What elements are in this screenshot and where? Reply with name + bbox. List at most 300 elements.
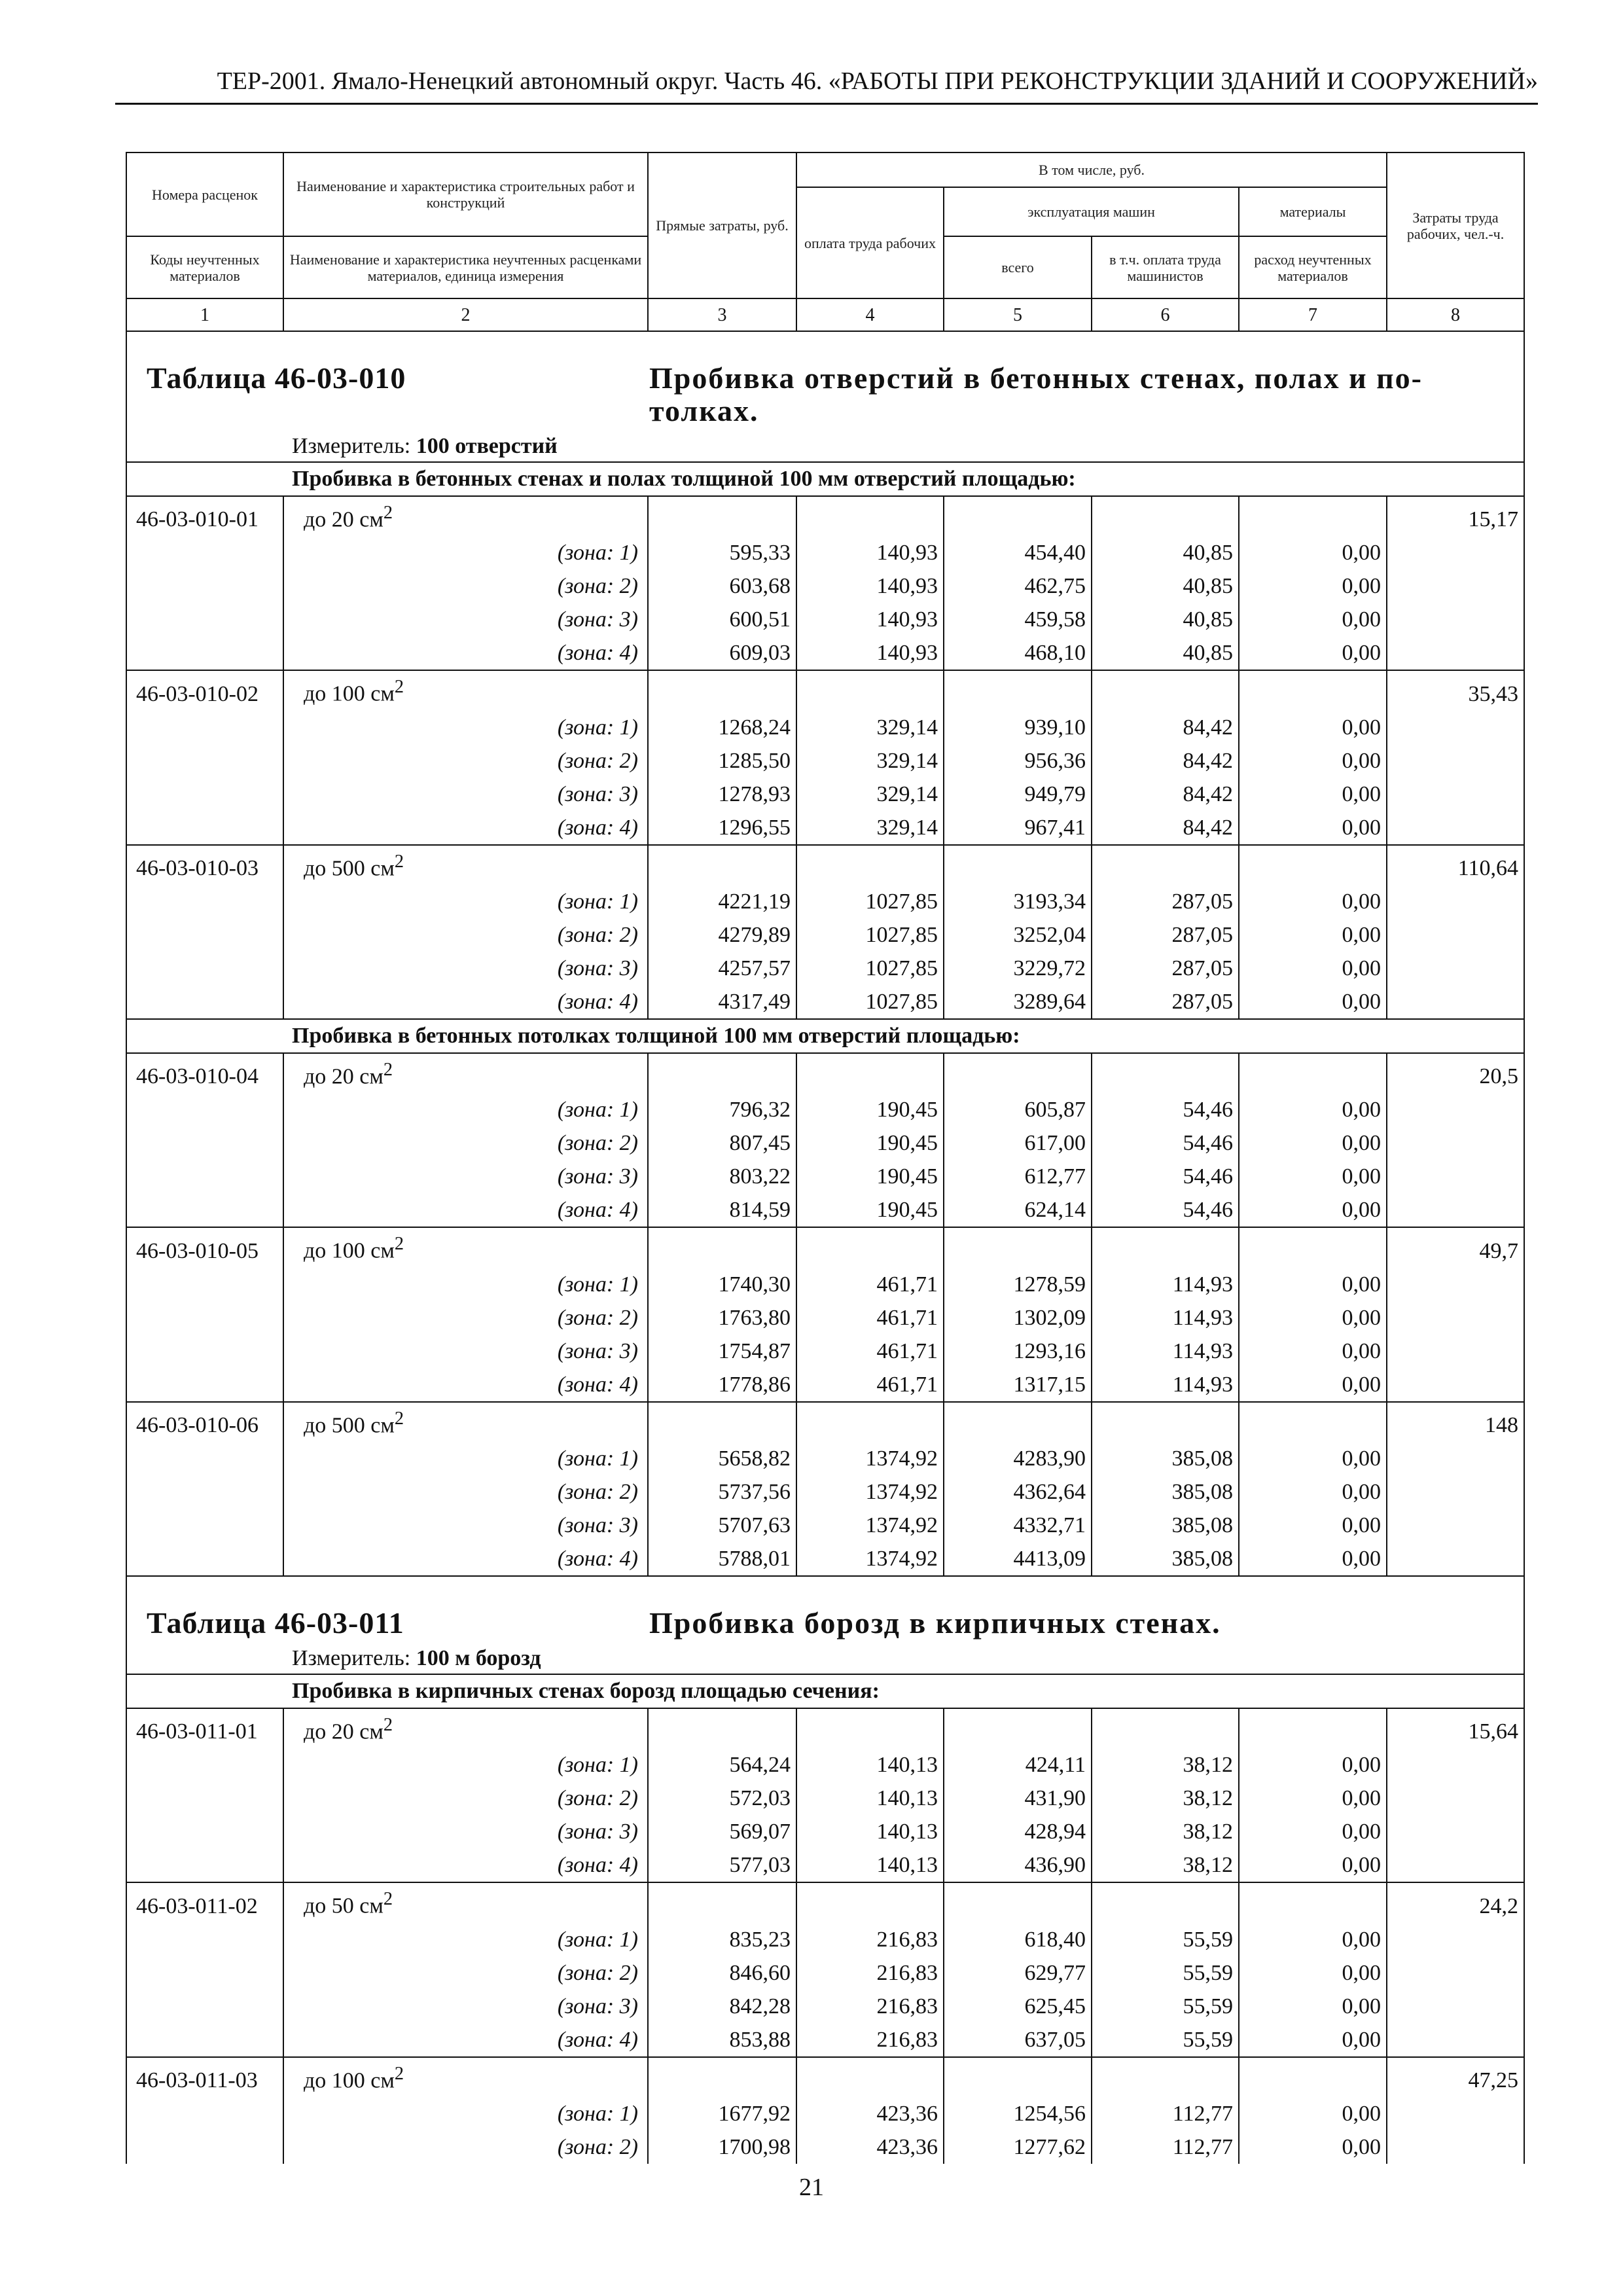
worker-wages: 140,93 [796,636,944,670]
materials-cost: 0,00 [1239,918,1387,952]
section-subtitle-row [126,1674,1524,1708]
meter-value: 100 отверстий [416,434,558,458]
zone-label: (зона: 4) [283,2023,648,2057]
zone-row [126,1542,1524,1576]
table-meter-cell [126,1640,1524,1674]
driver-wages: 287,05 [1092,885,1239,918]
driver-wages: 112,77 [1092,2097,1239,2130]
rate-row [126,1402,1524,1442]
empty-cell [1387,569,1524,603]
empty-cell [126,985,283,1019]
rate-code: 46-03-011-03 [126,2057,283,2097]
rate-name-text: до 100 см [304,681,395,706]
driver-wages: 287,05 [1092,918,1239,952]
worker-wages: 329,14 [796,711,944,744]
zone-label: (зона: 3) [283,603,648,636]
materials-cost: 0,00 [1239,1509,1387,1542]
meter-label: Измеритель: [292,1645,411,1670]
empty-cell [1092,670,1239,710]
zone-row [126,811,1524,845]
direct-costs: 4279,89 [648,918,796,952]
empty-cell [1387,1542,1524,1576]
direct-costs: 1268,24 [648,711,796,744]
rate-code: 46-03-010-03 [126,845,283,885]
empty-cell [796,2057,944,2097]
empty-cell [126,918,283,952]
empty-cell [1239,1227,1387,1267]
labor-cost: 20,5 [1387,1053,1524,1093]
worker-wages: 329,14 [796,744,944,778]
materials-cost: 0,00 [1239,711,1387,744]
rate-row [126,1708,1524,1748]
empty-cell [944,670,1092,710]
direct-costs: 603,68 [648,569,796,603]
empty-cell [1239,1402,1387,1442]
column-number-1: 1 [126,298,283,331]
machines-total: 625,45 [944,1990,1092,2023]
machines-total: 967,41 [944,811,1092,845]
machines-total: 624,14 [944,1193,1092,1227]
driver-wages: 385,08 [1092,1509,1239,1542]
worker-wages: 1027,85 [796,952,944,985]
rate-name [283,1402,648,1442]
empty-cell [126,1509,283,1542]
rate-name [283,1053,648,1093]
materials-cost: 0,00 [1239,1160,1387,1193]
rate-code: 46-03-010-06 [126,1402,283,1442]
worker-wages: 461,71 [796,1301,944,1335]
column-number-6: 6 [1092,298,1239,331]
machines-total: 1277,62 [944,2130,1092,2164]
direct-costs: 1754,87 [648,1335,796,1368]
zone-label: (зона: 1) [283,1442,648,1475]
empty-cell [1387,1335,1524,1368]
table-title-row [126,1576,1524,1640]
machines-total: 1293,16 [944,1335,1092,1368]
zone-row [126,1848,1524,1882]
direct-costs: 803,22 [648,1160,796,1193]
machines-total: 939,10 [944,711,1092,744]
empty-cell [126,1848,283,1882]
driver-wages: 54,46 [1092,1193,1239,1227]
machines-total: 468,10 [944,636,1092,670]
driver-wages: 38,12 [1092,1815,1239,1848]
header-in-total: В том числе, руб. [796,152,1387,187]
direct-costs: 609,03 [648,636,796,670]
zone-row [126,1475,1524,1509]
empty-cell [1239,670,1387,710]
empty-cell [796,1402,944,1442]
materials-cost: 0,00 [1239,1335,1387,1368]
zone-label: (зона: 2) [283,1126,648,1160]
empty-cell [126,1815,283,1848]
driver-wages: 385,08 [1092,1542,1239,1576]
empty-cell [1239,2057,1387,2097]
direct-costs: 5737,56 [648,1475,796,1509]
zone-row [126,1126,1524,1160]
zone-label: (зона: 4) [283,1848,648,1882]
driver-wages: 114,93 [1092,1301,1239,1335]
empty-cell [648,496,796,536]
worker-wages: 190,45 [796,1093,944,1126]
materials-cost: 0,00 [1239,1748,1387,1782]
zone-label: (зона: 4) [283,1368,648,1402]
empty-cell [1387,1368,1524,1402]
rate-name-unit-power: 2 [383,1714,393,1735]
worker-wages: 140,93 [796,569,944,603]
zone-label: (зона: 1) [283,711,648,744]
empty-cell [648,1402,796,1442]
direct-costs: 564,24 [648,1748,796,1782]
driver-wages: 54,46 [1092,1093,1239,1126]
empty-cell [126,1923,283,1956]
machines-total: 3229,72 [944,952,1092,985]
labor-cost: 110,64 [1387,845,1524,885]
empty-cell [1387,985,1524,1019]
zone-row [126,1956,1524,1990]
empty-cell [796,1053,944,1093]
zone-row [126,1301,1524,1335]
driver-wages: 385,08 [1092,1442,1239,1475]
empty-cell [1239,496,1387,536]
empty-cell [796,1882,944,1922]
header-work-name: Наименование и характеристика строительных работ и конструкций [283,152,648,236]
zone-label: (зона: 1) [283,1268,648,1301]
driver-wages: 114,93 [1092,1335,1239,1368]
empty-cell [126,603,283,636]
machines-total: 618,40 [944,1923,1092,1956]
worker-wages: 140,93 [796,536,944,569]
meter [127,431,1524,461]
empty-cell [1387,1923,1524,1956]
materials-cost: 0,00 [1239,603,1387,636]
direct-costs: 835,23 [648,1923,796,1956]
empty-cell [126,1368,283,1402]
empty-cell [796,1708,944,1748]
worker-wages: 423,36 [796,2130,944,2164]
machines-total: 3193,34 [944,885,1092,918]
empty-cell [1387,1990,1524,2023]
empty-cell [1387,1956,1524,1990]
empty-cell [126,711,283,744]
empty-cell [796,1227,944,1267]
section-subtitle: Пробивка в бетонных потолках толщиной 100 мм отверстий площадью: [126,1019,1524,1053]
direct-costs: 796,32 [648,1093,796,1126]
materials-cost: 0,00 [1239,1815,1387,1848]
empty-cell [1239,845,1387,885]
direct-costs: 569,07 [648,1815,796,1848]
table-title-cell [126,331,1524,427]
section-subtitle: Пробивка в кирпичных стенах борозд площадью сечения: [126,1674,1524,1708]
direct-costs: 814,59 [648,1193,796,1227]
driver-wages: 54,46 [1092,1160,1239,1193]
empty-cell [1387,885,1524,918]
meter [127,1643,1524,1674]
rate-code: 46-03-011-01 [126,1708,283,1748]
section-subtitle: Пробивка в бетонных стенах и полах толщиной 100 мм отверстий площадью: [126,462,1524,496]
zone-label: (зона: 1) [283,1093,648,1126]
materials-cost: 0,00 [1239,1848,1387,1882]
machines-total: 3289,64 [944,985,1092,1019]
empty-cell [944,1402,1092,1442]
machines-total: 454,40 [944,536,1092,569]
zone-row [126,1990,1524,2023]
materials-cost: 0,00 [1239,1268,1387,1301]
empty-cell [796,496,944,536]
driver-wages: 112,77 [1092,2130,1239,2164]
column-number-2: 2 [283,298,648,331]
header-driver-wages: в т.ч. оплата труда машинистов [1092,236,1239,298]
worker-wages: 140,13 [796,1748,944,1782]
rate-name-unit-power: 2 [383,1889,393,1910]
zone-label: (зона: 2) [283,569,648,603]
driver-wages: 38,12 [1092,1848,1239,1882]
zone-label: (зона: 1) [283,1923,648,1956]
rate-name [283,1882,648,1922]
driver-wages: 55,59 [1092,1923,1239,1956]
zone-row [126,603,1524,636]
materials-cost: 0,00 [1239,1475,1387,1509]
rate-row [126,1882,1524,1922]
machines-total: 428,94 [944,1815,1092,1848]
empty-cell [126,1748,283,1782]
direct-costs: 1296,55 [648,811,796,845]
worker-wages: 190,45 [796,1193,944,1227]
rates-table [126,152,1525,2164]
zone-label: (зона: 3) [283,952,648,985]
direct-costs: 1285,50 [648,744,796,778]
worker-wages: 140,13 [796,1815,944,1848]
zone-row [126,1782,1524,1815]
materials-cost: 0,00 [1239,2130,1387,2164]
driver-wages: 114,93 [1092,1368,1239,1402]
zone-label: (зона: 1) [283,536,648,569]
materials-cost: 0,00 [1239,1368,1387,1402]
rate-row [126,2057,1524,2097]
zone-label: (зона: 3) [283,1990,648,2023]
materials-cost: 0,00 [1239,778,1387,811]
zone-row [126,1923,1524,1956]
column-number-8: 8 [1387,298,1524,331]
machines-total: 605,87 [944,1093,1092,1126]
empty-cell [944,496,1092,536]
driver-wages: 84,42 [1092,811,1239,845]
materials-cost: 0,00 [1239,744,1387,778]
direct-costs: 572,03 [648,1782,796,1815]
header-labor-costs: Затраты труда рабочих, чел.-ч. [1387,152,1524,298]
worker-wages: 423,36 [796,2097,944,2130]
direct-costs: 595,33 [648,536,796,569]
empty-cell [1387,1509,1524,1542]
header-direct-costs: Прямые затраты, руб. [648,152,796,298]
empty-cell [1387,952,1524,985]
empty-cell [1092,1053,1239,1093]
zone-row [126,1748,1524,1782]
empty-cell [944,2057,1092,2097]
zone-label: (зона: 2) [283,1475,648,1509]
zone-row [126,952,1524,985]
labor-cost: 15,17 [1387,496,1524,536]
direct-costs: 1778,86 [648,1368,796,1402]
rate-name-text: до 100 см [304,2068,395,2092]
table-title-row [126,331,1524,427]
zone-row [126,1368,1524,1402]
table-meter-cell [126,427,1524,462]
empty-cell [1387,1160,1524,1193]
header-rule [115,103,1538,105]
header-material-codes: Коды неучтенных материалов [126,236,283,298]
rate-name [283,670,648,710]
zone-row [126,2130,1524,2164]
materials-cost: 0,00 [1239,885,1387,918]
machines-total: 612,77 [944,1160,1092,1193]
rate-name-unit-power: 2 [383,1059,393,1080]
page-number: 21 [799,2174,824,2201]
zone-row [126,1268,1524,1301]
zone-label: (зона: 2) [283,1782,648,1815]
materials-cost: 0,00 [1239,811,1387,845]
empty-cell [126,1335,283,1368]
materials-cost: 0,00 [1239,985,1387,1019]
column-numbers-row [126,298,1524,331]
rate-name [283,1227,648,1267]
rate-name-text: до 500 см [304,1412,395,1437]
labor-cost: 24,2 [1387,1882,1524,1922]
empty-cell [1387,1193,1524,1227]
machines-total: 629,77 [944,1956,1092,1990]
empty-cell [1092,1227,1239,1267]
worker-wages: 1374,92 [796,1475,944,1509]
zone-row [126,744,1524,778]
direct-costs: 1677,92 [648,2097,796,2130]
empty-cell [1092,845,1239,885]
empty-cell [126,1782,283,1815]
worker-wages: 329,14 [796,811,944,845]
empty-cell [1387,1748,1524,1782]
zone-label: (зона: 2) [283,744,648,778]
labor-cost: 47,25 [1387,2057,1524,2097]
header-material-names: Наименование и характеристика неучтенных расценками материалов, единица измерения [283,236,648,298]
empty-cell [648,1708,796,1748]
materials-cost: 0,00 [1239,952,1387,985]
empty-cell [1387,1848,1524,1882]
materials-cost: 0,00 [1239,1442,1387,1475]
rate-code: 46-03-010-05 [126,1227,283,1267]
empty-cell [796,670,944,710]
zone-row [126,1093,1524,1126]
empty-cell [1092,1402,1239,1442]
zone-row [126,778,1524,811]
machines-total: 4413,09 [944,1542,1092,1576]
empty-cell [648,2057,796,2097]
zone-label: (зона: 3) [283,778,648,811]
empty-cell [1387,1782,1524,1815]
empty-cell [126,1542,283,1576]
zone-label: (зона: 4) [283,811,648,845]
zone-label: (зона: 3) [283,1160,648,1193]
zone-label: (зона: 1) [283,885,648,918]
zone-row [126,2023,1524,2057]
table-body [126,331,1524,2164]
empty-cell [126,1193,283,1227]
empty-cell [1387,918,1524,952]
header-rate-numbers: Номера расценок [126,152,283,236]
driver-wages: 40,85 [1092,569,1239,603]
machines-total: 462,75 [944,569,1092,603]
worker-wages: 190,45 [796,1160,944,1193]
direct-costs: 4257,57 [648,952,796,985]
machines-total: 4283,90 [944,1442,1092,1475]
zone-label: (зона: 4) [283,985,648,1019]
rate-code: 46-03-010-04 [126,1053,283,1093]
machines-total: 1278,59 [944,1268,1092,1301]
machines-total: 617,00 [944,1126,1092,1160]
machines-total: 949,79 [944,778,1092,811]
zone-row [126,536,1524,569]
driver-wages: 84,42 [1092,778,1239,811]
driver-wages: 55,59 [1092,1990,1239,2023]
zone-row [126,1335,1524,1368]
rate-name-unit-power: 2 [394,1408,404,1429]
machines-total: 4332,71 [944,1509,1092,1542]
empty-cell [126,778,283,811]
worker-wages: 461,71 [796,1335,944,1368]
machines-total: 1302,09 [944,1301,1092,1335]
direct-costs: 846,60 [648,1956,796,1990]
empty-cell [126,885,283,918]
zone-row [126,636,1524,670]
zone-row [126,918,1524,952]
table-header [126,152,1524,331]
direct-costs: 4221,19 [648,885,796,918]
materials-cost: 0,00 [1239,536,1387,569]
zone-label: (зона: 4) [283,636,648,670]
materials-cost: 0,00 [1239,2023,1387,2057]
empty-cell [1387,2097,1524,2130]
worker-wages: 1374,92 [796,1442,944,1475]
empty-cell [126,2023,283,2057]
rate-name [283,1708,648,1748]
column-number-5: 5 [944,298,1092,331]
direct-costs: 853,88 [648,2023,796,2057]
rate-code: 46-03-010-01 [126,496,283,536]
materials-cost: 0,00 [1239,1301,1387,1335]
empty-cell [1387,2130,1524,2164]
zone-row [126,1193,1524,1227]
table-title [127,332,1524,427]
empty-cell [126,2130,283,2164]
worker-wages: 1374,92 [796,1509,944,1542]
empty-cell [1387,778,1524,811]
materials-cost: 0,00 [1239,1093,1387,1126]
zone-row [126,569,1524,603]
empty-cell [126,636,283,670]
zone-label: (зона: 1) [283,1748,648,1782]
empty-cell [126,744,283,778]
direct-costs: 1278,93 [648,778,796,811]
empty-cell [648,1227,796,1267]
empty-cell [1387,711,1524,744]
empty-cell [1387,636,1524,670]
empty-cell [1092,1882,1239,1922]
zone-label: (зона: 2) [283,1301,648,1335]
worker-wages: 1027,85 [796,985,944,1019]
direct-costs: 577,03 [648,1848,796,1882]
driver-wages: 55,59 [1092,1956,1239,1990]
empty-cell [1239,1708,1387,1748]
rate-name [283,2057,648,2097]
column-number-4: 4 [796,298,944,331]
